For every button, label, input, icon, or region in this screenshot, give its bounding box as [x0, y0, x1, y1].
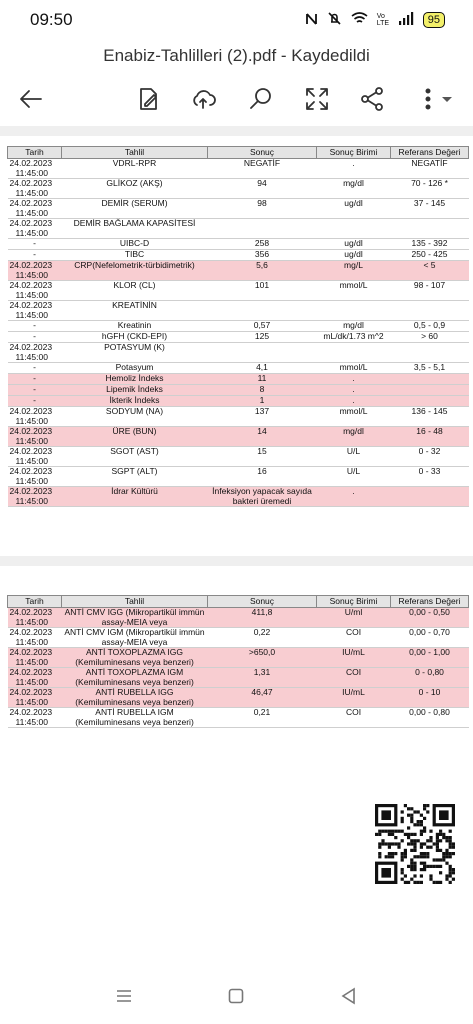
cell-test: ANTİ TOXOPLAZMA IGG (Kemiluminesans veya benzeri)	[62, 648, 208, 668]
cell-reference: 0 - 10	[391, 688, 469, 708]
date-text: 24.02.2023	[9, 486, 53, 496]
status-time: 09:50	[30, 10, 73, 29]
date-text: 24.02.2023	[9, 260, 53, 270]
table-row	[8, 708, 469, 728]
date-text: 24.02.2023	[9, 607, 53, 617]
date-text: 24.02.2023	[9, 280, 53, 290]
cell-result: 14	[208, 427, 317, 447]
cell-test: Kreatinin	[62, 321, 208, 332]
cell-result: 411,8	[208, 608, 317, 628]
cell-date	[8, 374, 62, 385]
cell-date	[8, 343, 62, 363]
cell-reference: 0,00 - 1,00	[391, 648, 469, 668]
qr-code	[375, 804, 455, 884]
cell-result: 98	[208, 199, 317, 219]
cell-date	[8, 648, 62, 668]
cell-date	[8, 608, 62, 628]
cell-result: İnfeksiyon yapacak sayıda bakteri üremedi	[208, 487, 317, 507]
time-text: 11:45:00	[15, 227, 48, 238]
time-text: 11:45:00	[15, 309, 48, 320]
time-text: 11:45:00	[15, 716, 48, 727]
cell-reference: 3,5 - 5,1	[391, 363, 469, 374]
cell-result: 15	[208, 447, 317, 467]
table-row	[8, 447, 469, 467]
cell-unit: mg/dl	[317, 427, 391, 447]
cell-unit: .	[317, 159, 391, 179]
navigation-bar	[0, 964, 473, 1024]
cell-unit: .	[317, 487, 391, 507]
date-text: 24.02.2023	[9, 667, 53, 677]
time-text: 11:45:00	[15, 415, 48, 426]
date-text: -	[33, 238, 36, 248]
cell-result: 8	[208, 385, 317, 396]
cell-date	[8, 487, 62, 507]
date-text: -	[33, 320, 36, 330]
cell-test: KLOR (CL)	[62, 281, 208, 301]
date-text: 24.02.2023	[9, 707, 53, 717]
table-row	[8, 668, 469, 688]
cell-unit: COI	[317, 628, 391, 648]
cell-date	[8, 628, 62, 648]
cell-test: SGPT (ALT)	[62, 467, 208, 487]
signal-icon	[398, 12, 414, 28]
edit-document-icon[interactable]	[134, 84, 164, 114]
cell-test: ANTİ RUBELLA IGM (Kemiluminesans veya benzeri)	[62, 708, 208, 728]
table-row	[8, 407, 469, 427]
back-arrow-icon[interactable]	[16, 84, 46, 114]
cell-date	[8, 467, 62, 487]
cell-test: POTASYUM (K)	[62, 343, 208, 363]
column-header-result: Sonuç	[208, 147, 317, 159]
table-row	[8, 261, 469, 281]
cell-unit: COI	[317, 668, 391, 688]
column-header-test: Tahlil	[62, 596, 208, 608]
status-icons	[305, 11, 445, 29]
date-text: 24.02.2023	[9, 446, 53, 456]
table-row	[8, 332, 469, 343]
cell-reference: 70 - 126 *	[391, 179, 469, 199]
date-text: 24.02.2023	[9, 300, 53, 310]
cell-date	[8, 427, 62, 447]
column-header-unit: Sonuç Birimi	[317, 596, 391, 608]
cell-test: DEMİR (SERUM)	[62, 199, 208, 219]
date-text: 24.02.2023	[9, 426, 53, 436]
fullscreen-icon[interactable]	[302, 84, 332, 114]
cell-date	[8, 332, 62, 343]
cell-reference: 0,00 - 0,80	[391, 708, 469, 728]
cell-unit: .	[317, 374, 391, 385]
cell-result	[208, 219, 317, 239]
cell-test: SGOT (AST)	[62, 447, 208, 467]
table-row	[8, 363, 469, 374]
cell-unit: IU/mL	[317, 688, 391, 708]
cell-test: ÜRE (BUN)	[62, 427, 208, 447]
table-row	[8, 487, 469, 507]
table-row	[8, 343, 469, 363]
more-menu-icon[interactable]	[416, 84, 460, 114]
cell-test: ANTİ CMV IGM (Mikropartikül immün assay-MEIA veya	[62, 628, 208, 648]
time-text: 11:45:00	[15, 187, 48, 198]
cell-reference: > 60	[391, 332, 469, 343]
table-header-row	[8, 596, 469, 608]
cell-test: hGFH (CKD-EPI)	[62, 332, 208, 343]
date-text: -	[33, 384, 36, 394]
cell-result: 16	[208, 467, 317, 487]
cell-result: 11	[208, 374, 317, 385]
table-row	[8, 396, 469, 407]
table-row	[8, 179, 469, 199]
page-gap	[0, 126, 473, 136]
cell-unit: IU/mL	[317, 648, 391, 668]
cell-reference: 135 - 392	[391, 239, 469, 250]
date-text: 24.02.2023	[9, 158, 53, 168]
time-text: 11:45:00	[15, 616, 48, 627]
menu-icon[interactable]	[112, 984, 136, 1008]
table-row	[8, 239, 469, 250]
wifi-icon	[351, 12, 368, 28]
toolbar	[0, 78, 473, 120]
time-text: 11:45:00	[15, 656, 48, 667]
date-text: 24.02.2023	[9, 647, 53, 657]
cell-date	[8, 159, 62, 179]
cell-reference: < 5	[391, 261, 469, 281]
cell-reference	[391, 301, 469, 321]
cell-unit	[317, 343, 391, 363]
column-header-reference: Referans Değeri	[391, 147, 469, 159]
cell-reference: 0,5 - 0,9	[391, 321, 469, 332]
cell-unit: COI	[317, 708, 391, 728]
cell-date	[8, 321, 62, 332]
table-row	[8, 250, 469, 261]
table-header-row	[8, 147, 469, 159]
cell-result: 46,47	[208, 688, 317, 708]
date-text: 24.02.2023	[9, 687, 53, 697]
cell-result	[208, 343, 317, 363]
cell-test: UIBC-D	[62, 239, 208, 250]
cell-result: 0,57	[208, 321, 317, 332]
cell-unit: U/L	[317, 467, 391, 487]
column-header-reference: Referans Değeri	[391, 596, 469, 608]
date-text: -	[33, 362, 36, 372]
table-row	[8, 648, 469, 668]
cell-date	[8, 199, 62, 219]
cell-result: 94	[208, 179, 317, 199]
table-row	[8, 467, 469, 487]
date-text: 24.02.2023	[9, 627, 53, 637]
cell-unit	[317, 301, 391, 321]
cell-unit: ug/dl	[317, 199, 391, 219]
cell-reference: 0,00 - 0,50	[391, 608, 469, 628]
cell-unit: mg/dl	[317, 321, 391, 332]
cell-date	[8, 396, 62, 407]
column-header-date: Tarih	[8, 596, 62, 608]
cell-date	[8, 708, 62, 728]
cell-reference: 0 - 32	[391, 447, 469, 467]
column-header-date: Tarih	[8, 147, 62, 159]
cell-test: DEMİR BAĞLAMA KAPASİTESİ	[62, 219, 208, 239]
lab-results-table-1	[7, 146, 469, 507]
cell-unit: .	[317, 385, 391, 396]
cell-date	[8, 281, 62, 301]
cell-test: CRP(Nefelometrik-türbidimetrik)	[62, 261, 208, 281]
cell-date	[8, 219, 62, 239]
cell-reference	[391, 219, 469, 239]
cell-result: 101	[208, 281, 317, 301]
cell-date	[8, 261, 62, 281]
table-row	[8, 608, 469, 628]
cell-date	[8, 385, 62, 396]
cell-reference	[391, 487, 469, 507]
status-bar	[0, 0, 473, 40]
column-header-test: Tahlil	[62, 147, 208, 159]
table-row	[8, 301, 469, 321]
cell-result: 0,22	[208, 628, 317, 648]
battery-icon: 95	[423, 12, 445, 28]
cell-unit: mg/dl	[317, 179, 391, 199]
cell-reference: 37 - 145	[391, 199, 469, 219]
time-text: 11:45:00	[15, 696, 48, 707]
date-text: 24.02.2023	[9, 466, 53, 476]
cell-unit: .	[317, 396, 391, 407]
page-gap	[0, 556, 473, 566]
time-text: 11:45:00	[15, 351, 48, 362]
cell-result: 258	[208, 239, 317, 250]
cell-result: >650,0	[208, 648, 317, 668]
cell-test: ANTİ RUBELLA IGG (Kemiluminesans veya benzeri)	[62, 688, 208, 708]
cell-unit	[317, 219, 391, 239]
cell-result: 0,21	[208, 708, 317, 728]
time-text: 11:45:00	[15, 495, 48, 506]
document-title: Enabiz-Tahlilleri (2).pdf - Kaydedildi	[103, 46, 370, 65]
cell-date	[8, 668, 62, 688]
time-text: 11:45:00	[15, 676, 48, 687]
time-text: 11:45:00	[15, 455, 48, 466]
cell-reference: 16 - 48	[391, 427, 469, 447]
cell-reference: 0,00 - 0,70	[391, 628, 469, 648]
cell-test: İdrar Kültürü	[62, 487, 208, 507]
date-text: 24.02.2023	[9, 342, 53, 352]
date-text: -	[33, 331, 36, 341]
cell-date	[8, 239, 62, 250]
cell-reference	[391, 396, 469, 407]
date-text: 24.02.2023	[9, 406, 53, 416]
time-text: 11:45:00	[15, 636, 48, 647]
table-row	[8, 688, 469, 708]
cell-unit: mmol/L	[317, 281, 391, 301]
cell-date	[8, 688, 62, 708]
cloud-upload-icon[interactable]	[188, 84, 218, 114]
cell-unit: mmol/L	[317, 407, 391, 427]
cell-reference	[391, 374, 469, 385]
cell-reference: NEGATİF	[391, 159, 469, 179]
time-text: 11:45:00	[15, 207, 48, 218]
cell-result: NEGATİF	[208, 159, 317, 179]
mute-icon	[327, 11, 342, 29]
time-text: 11:45:00	[15, 269, 48, 280]
cell-result: 4,1	[208, 363, 317, 374]
cell-unit: ug/dl	[317, 250, 391, 261]
cell-unit: mmol/L	[317, 363, 391, 374]
cell-test: TIBC	[62, 250, 208, 261]
time-text: 11:45:00	[15, 289, 48, 300]
cell-test: İkterik İndeks	[62, 396, 208, 407]
home-icon[interactable]	[224, 984, 248, 1008]
cell-date	[8, 363, 62, 374]
cell-result: 1,31	[208, 668, 317, 688]
cell-unit: ug/dl	[317, 239, 391, 250]
cell-result	[208, 301, 317, 321]
cell-date	[8, 407, 62, 427]
search-icon[interactable]	[246, 84, 276, 114]
share-icon[interactable]	[357, 84, 387, 114]
cell-reference: 136 - 145	[391, 407, 469, 427]
cell-reference: 0 - 33	[391, 467, 469, 487]
cell-reference: 250 - 425	[391, 250, 469, 261]
date-text: 24.02.2023	[9, 178, 53, 188]
back-icon[interactable]	[337, 984, 361, 1008]
cell-unit: mL/dk/1.73 m^2	[317, 332, 391, 343]
table-row	[8, 385, 469, 396]
time-text: 11:45:00	[15, 167, 48, 178]
cell-result: 5,6	[208, 261, 317, 281]
cell-date	[8, 250, 62, 261]
cell-test: ANTİ CMV IGG (Mikropartikül immün assay-MEIA veya	[62, 608, 208, 628]
cell-result: 137	[208, 407, 317, 427]
network-label: Vo LTE	[376, 13, 390, 27]
date-text: 24.02.2023	[9, 218, 53, 228]
cell-test: ANTİ TOXOPLAZMA IGM (Kemiluminesans veya benzeri)	[62, 668, 208, 688]
cell-date	[8, 179, 62, 199]
time-text: 11:45:00	[15, 475, 48, 486]
table-row	[8, 628, 469, 648]
cell-date	[8, 301, 62, 321]
lab-results-table-2	[7, 595, 469, 728]
cell-unit: U/ml	[317, 608, 391, 628]
table-row	[8, 281, 469, 301]
table-row	[8, 321, 469, 332]
cell-reference	[391, 343, 469, 363]
table-row	[8, 199, 469, 219]
nfc-icon	[305, 12, 318, 29]
cell-test: GLİKOZ (AKŞ)	[62, 179, 208, 199]
cell-test: VDRL-RPR	[62, 159, 208, 179]
table-row	[8, 159, 469, 179]
table-row	[8, 374, 469, 385]
cell-reference: 98 - 107	[391, 281, 469, 301]
date-text: -	[33, 395, 36, 405]
table-row	[8, 219, 469, 239]
cell-test: KREATİNİN	[62, 301, 208, 321]
cell-result: 125	[208, 332, 317, 343]
cell-test: Lipemik İndeks	[62, 385, 208, 396]
cell-test: Potasyum	[62, 363, 208, 374]
column-header-unit: Sonuç Birimi	[317, 147, 391, 159]
date-text: 24.02.2023	[9, 198, 53, 208]
date-text: -	[33, 249, 36, 259]
time-text: 11:45:00	[15, 435, 48, 446]
cell-test: SODYUM (NA)	[62, 407, 208, 427]
table-row	[8, 427, 469, 447]
cell-result: 356	[208, 250, 317, 261]
column-header-result: Sonuç	[208, 596, 317, 608]
cell-unit: mg/L	[317, 261, 391, 281]
cell-reference	[391, 385, 469, 396]
cell-result: 1	[208, 396, 317, 407]
cell-date	[8, 447, 62, 467]
cell-reference: 0 - 0,80	[391, 668, 469, 688]
date-text: -	[33, 373, 36, 383]
cell-unit: U/L	[317, 447, 391, 467]
cell-test: Hemoliz İndeks	[62, 374, 208, 385]
